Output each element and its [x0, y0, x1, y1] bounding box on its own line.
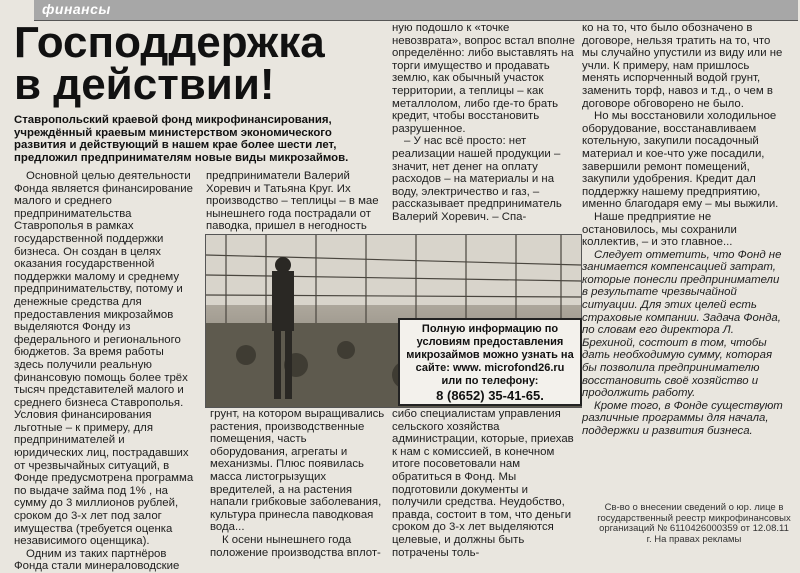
column-1	[14, 170, 196, 573]
column-4	[582, 22, 786, 438]
paragraph: Кроме того, в Фонде существуют различные программы для начала, поддержки и развития бизнеса.	[582, 399, 783, 437]
rubric-label: финансы	[42, 1, 111, 17]
column-2-bottom	[210, 408, 385, 559]
legal-note: Св-во о внесении сведений о юр. лице в государственный реестр микрофинансовых организаций № 6110426000359 от 12.08.11 г. На правах рекламы	[597, 502, 791, 545]
headline-line-2: в действии!	[14, 60, 275, 109]
paragraph: грунт, на котором выращивались растения, производственные помещения, часть оборудования, агрегаты и механизмы. Плюс появилась масса листогрызущих вредителей, а на растения напали грибковые заболевания, культура принесла паводковая вода...	[210, 408, 385, 534]
italic-block	[582, 249, 786, 438]
paragraph: Основной целью деятельности Фонда является финансирование малого и среднего предпринимательства Ставрополья в рамках государственной поддержки бизнеса. Он создан в целях оказания государственной поддержки малому и среднему предпринимательству, потому и денежные средства для предоставления микрозаймов выделяются Фонду из федерального и регионального бюджетов. За время работы здесь получили реальную финансовую помощь более трёх тысяч представителей малого и среднего бизнеса Ставрополья. Условия финансирования льготные – к примеру, для предпринимателей и юридических лиц, пострадавших от чрезвычайных ситуаций, в Фонде предусмотрена программа по выдаче займа под 1% , на сумму до 3 миллионов рублей, сроком до 3-х лет под залог имущества (требуется оценка независимого оценщика).	[14, 170, 194, 548]
paragraph: предприниматели Валерий Хоревич и Татьяна Круг. Их производство – теплицы – в мае нынешнего года пострадали от паводка, пришел в негодность	[206, 170, 379, 233]
headline	[14, 18, 384, 109]
paragraph: – У нас всё просто: нет реализации нашей продукции – значит, нет денег на оплату расходов – на материалы и на воду, электричество и газ, – рассказывает предприниматель Валерий Хоревич. – Спа-	[392, 135, 562, 223]
paragraph: сибо специалистам управления сельского хозяйства администрации, которые, приехав к нам с комиссией, в конечном итоге посоветовали нам обратиться в Фонд. Мы подготовили документы и получили средства. Неудобство, правда, состоит в том, что деньги сроком до 3-х лет выделяются целевые, и должны быть потрачены толь-	[392, 408, 574, 559]
paragraph: Следует отметить, что Фонд не занимается компенсацией затрат, которые понесли предприниматели в результате чрезвычайной ситуации. Для этих целей есть страховые компании. Задача Фонда, по словам его директора Л. Брехиной, состоит в том, чтобы дать необходимую сумму, которая бы позволила предпринимателю восстановить своё хозяйство и продолжить работу.	[582, 248, 782, 400]
column-3-bottom	[392, 408, 578, 559]
paragraph: Наше предприятие не остановилось, мы сохранили коллектив, – и это главное...	[582, 210, 737, 249]
headline-line-1: Господдержка	[14, 18, 325, 67]
info-box	[398, 318, 582, 406]
column-3-top	[392, 22, 578, 224]
paragraph: Но мы восстановили холодильное оборудование, восстанавливаем котельную, закупили посадочный материал и кое-что уже посадили, завершили ремонт помещений, закупили удобрения. Кредит дал поддержку нашему предприятию, именно благодаря ему – мы выжили.	[582, 110, 779, 211]
lead-paragraph: Ставропольский краевой фонд микрофинансирования, учреждённый краевым министерством экономического развития и действующий в нашем крае более шести лет, предложил предпринимателям новые виды микрозаймов.	[14, 114, 349, 164]
paragraph: К осени нынешнего года положение производства вплот-	[210, 533, 381, 559]
info-phone: 8 (8652) 35-41-65.	[436, 388, 544, 403]
column-2-top	[206, 170, 386, 233]
paragraph: Одним из таких партнёров Фонда стали минераловодские	[14, 547, 180, 573]
info-text: Полную информацию по условиям предоставления микрозаймов можно узнать на сайте: www. microfond26.ru или по телефону:	[406, 323, 574, 387]
paragraph: ную подошло к «точке невозврата», вопрос встал вполне определённо: либо выставлять на торги имущество и продавать землю, как обычный участок территории, а теплицы – как металлолом, либо где-то брать кредит, чтобы восстановить разрушенное.	[392, 22, 575, 135]
paragraph: ко на то, что было обозначено в договоре, нельзя тратить на то, что мы случайно упустили из виду или не учли. К примеру, нам пришлось менять испорченный водой грунт, заменить торф, навоз и т.д., о чем в договоре обговорено не было.	[582, 22, 783, 110]
